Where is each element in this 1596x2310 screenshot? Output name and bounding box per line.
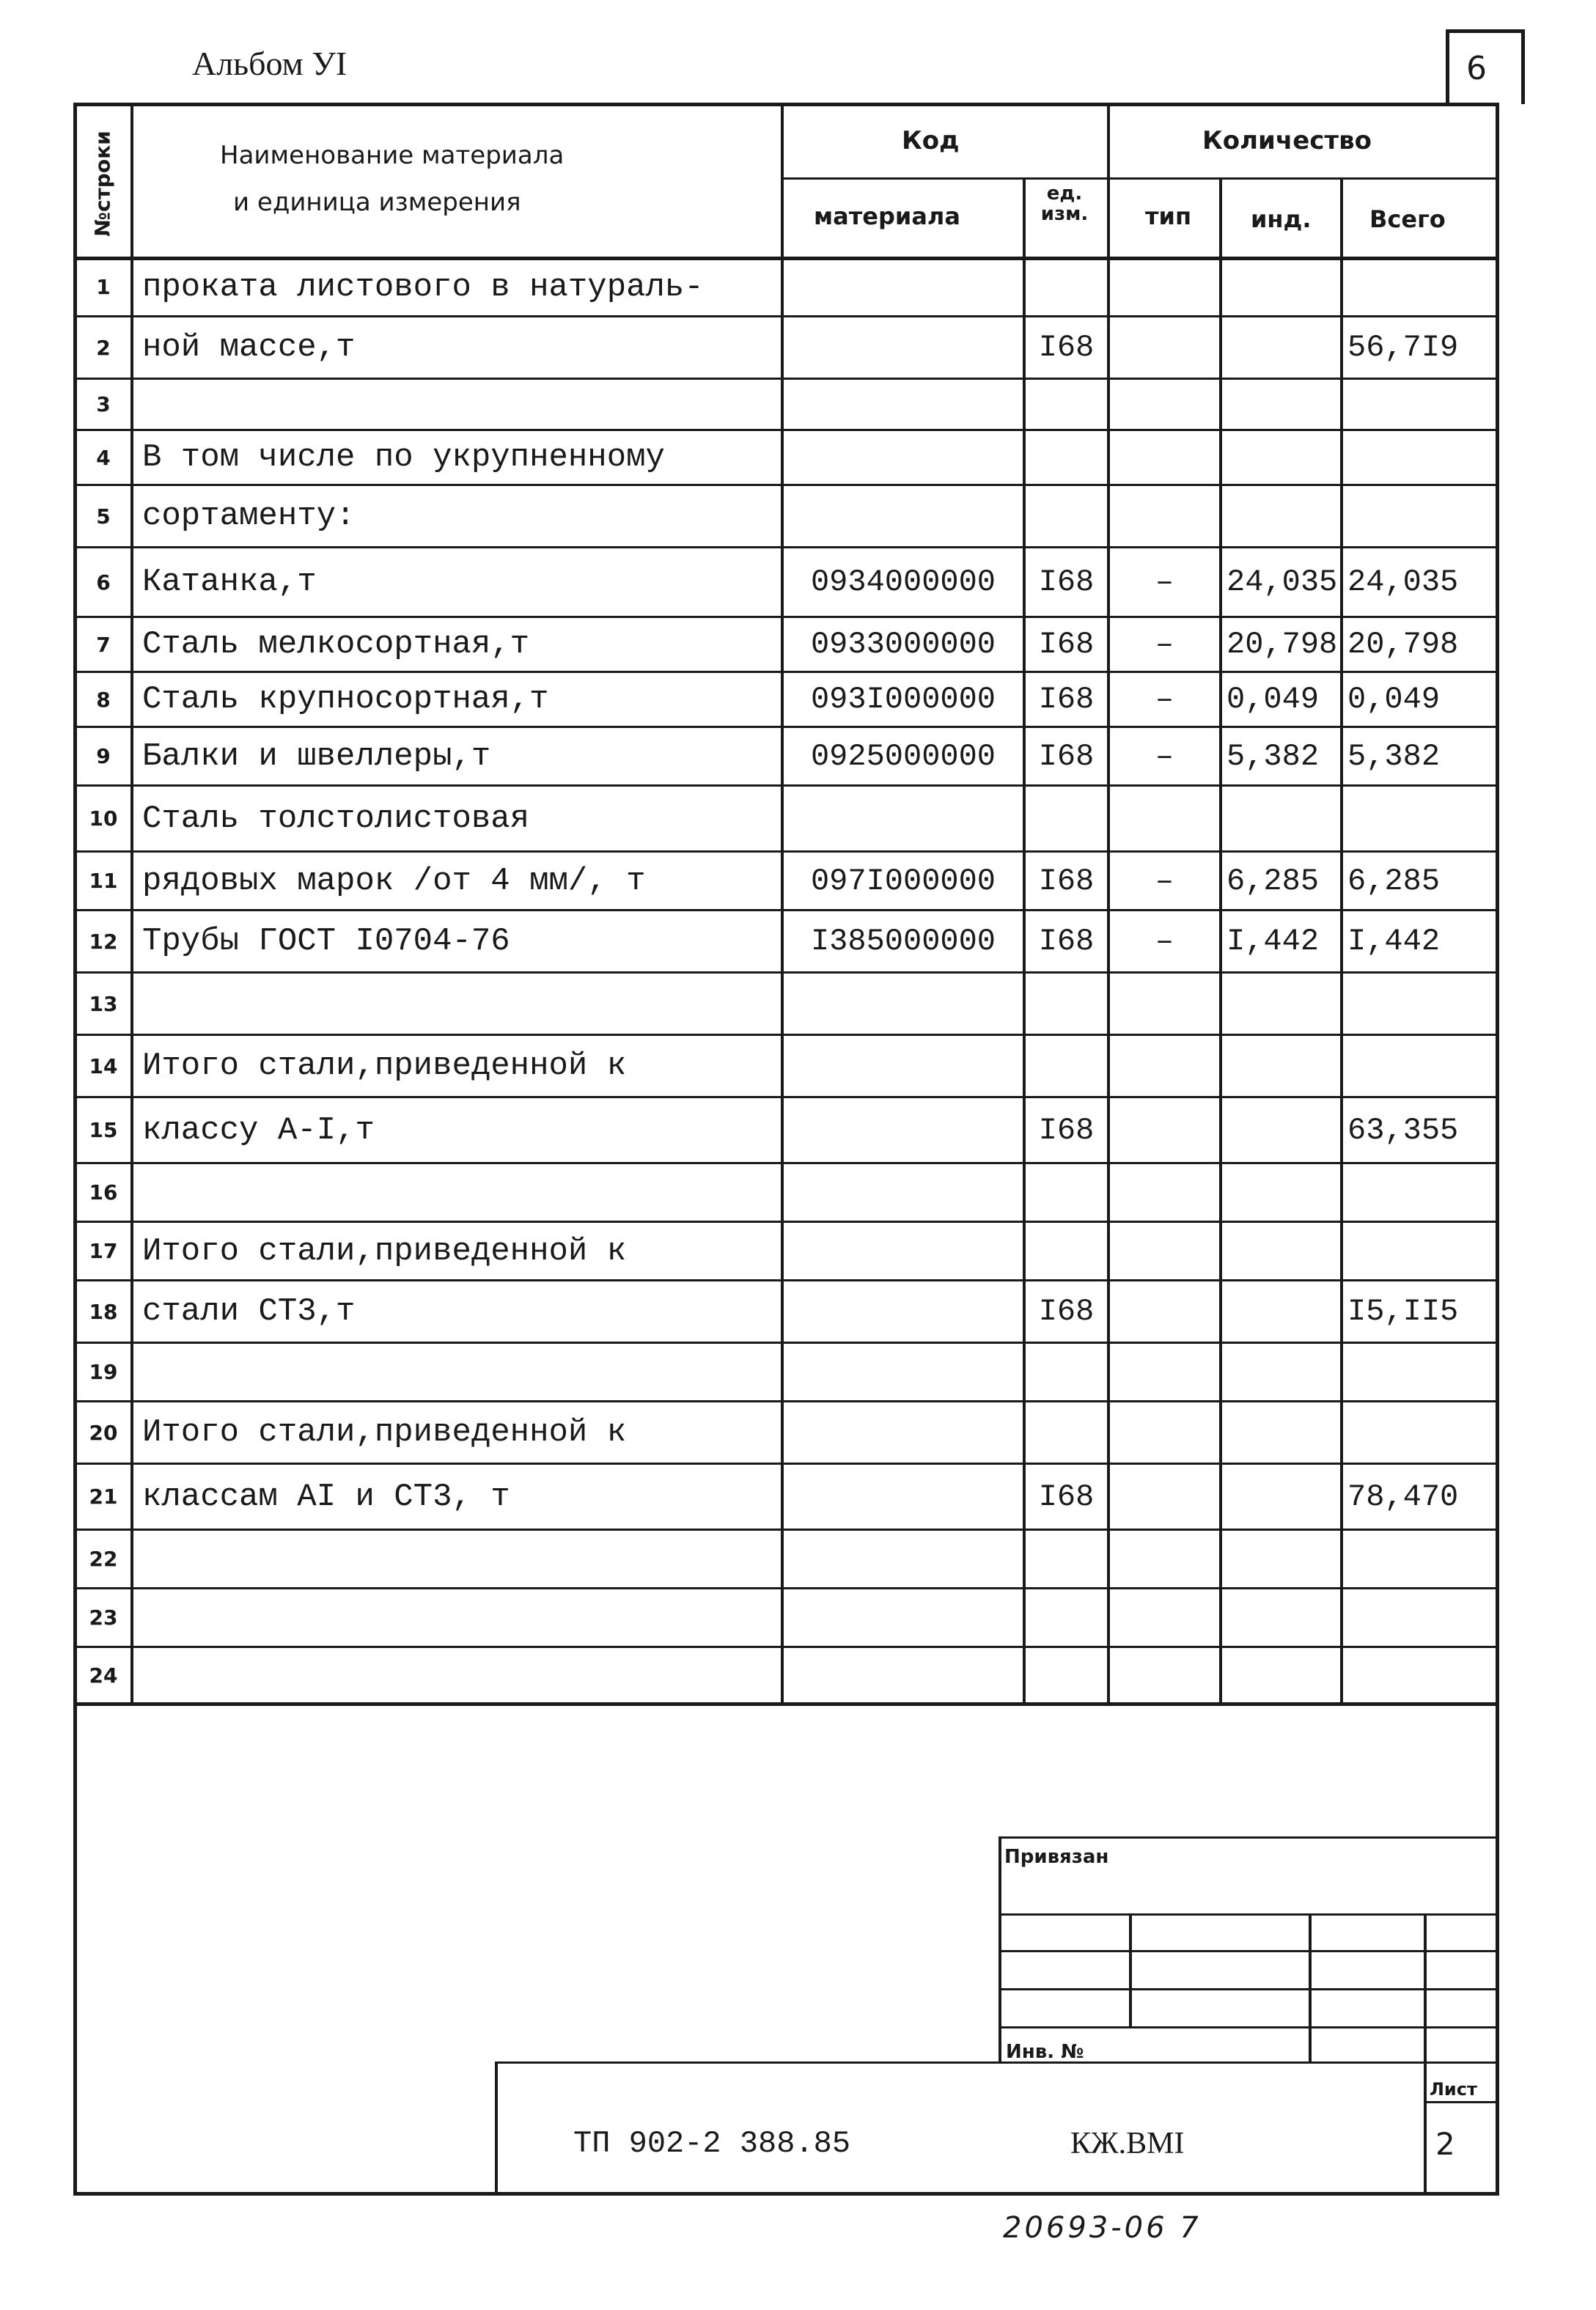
row-qty-total: 56,7I9 (1347, 330, 1459, 365)
row-qty-total (1343, 1164, 1496, 1221)
frame-right (1496, 103, 1499, 2192)
row-material-name: Сталь толстолистовая (142, 800, 530, 837)
row-qty-type (1110, 1648, 1219, 1702)
footer-doc-code: КЖ.ВМI (1070, 2127, 1185, 2160)
row-qty-type (1110, 259, 1219, 315)
footer-sheet-label: Лист (1430, 2079, 1477, 2100)
stamp-line (999, 1950, 1496, 1952)
row-number: 3 (96, 392, 111, 416)
row-qty-ind (1222, 1402, 1340, 1463)
row-qty-ind (1222, 787, 1340, 850)
row-material-code: 0933000000 (810, 627, 996, 662)
row-unit-code (1026, 486, 1107, 546)
row-qty-type (1110, 1402, 1219, 1463)
row-unit-code (1026, 259, 1107, 315)
row-material-code (784, 1648, 1023, 1702)
stamp-line (999, 1913, 1496, 1916)
row-qty-total: I,442 (1347, 924, 1441, 959)
stamp-line (999, 1988, 1496, 1990)
row-number: 11 (89, 869, 118, 893)
row-material-name: сортаменту: (142, 498, 356, 534)
row-number: 8 (96, 687, 111, 712)
row-material-name: Катанка,т (142, 564, 317, 600)
row-qty-total (1343, 1402, 1496, 1463)
row-material-name: Балки и швеллеры,т (142, 737, 491, 775)
row-unit-code: I68 (1038, 1294, 1095, 1329)
row-material-code: I385000000 (810, 924, 996, 959)
header-name-line1: Наименование материала (220, 141, 565, 170)
row-qty-type (1110, 380, 1219, 429)
row-unit-code (1026, 380, 1107, 429)
stamp-inv-label: Инв. № (1006, 2041, 1084, 2063)
row-qty-ind (1222, 380, 1340, 429)
row-material-code: 0934000000 (810, 564, 996, 600)
row-qty-ind (1222, 1344, 1340, 1400)
row-unit-code: I68 (1038, 1112, 1095, 1148)
handwritten-note: 20693-06 7 (1003, 2211, 1202, 2245)
row-qty-total (1343, 1531, 1496, 1587)
row-unit-code (1026, 431, 1107, 484)
row-material-name: Трубы ГОСТ I0704-76 (142, 923, 510, 960)
stamp-top (999, 1836, 1496, 1839)
stamp-col (1424, 1913, 1427, 2026)
row-qty-total: I5,II5 (1347, 1294, 1459, 1329)
row-material-name: Итого стали,приведенной к (142, 1232, 627, 1270)
row-qty-type (1110, 486, 1219, 546)
row-unit-code (1026, 787, 1107, 850)
row-qty-type (1110, 1164, 1219, 1221)
row-qty-total: 20,798 (1347, 627, 1459, 662)
row-material-name: Сталь крупносортная,т (142, 681, 549, 718)
row-number: 15 (89, 1118, 118, 1142)
row-number: 21 (89, 1485, 118, 1509)
row-qty-ind: 0,049 (1227, 682, 1320, 717)
row-qty-ind (1222, 486, 1340, 546)
row-material-name (133, 974, 781, 1034)
row-unit-code: I68 (1038, 924, 1095, 959)
row-unit-code (1026, 1223, 1107, 1279)
row-material-code (784, 431, 1023, 484)
header-name-line2: и единица измерения (233, 188, 521, 217)
row-qty-ind: I,442 (1227, 924, 1320, 959)
row-number: 4 (96, 445, 111, 470)
row-qty-total (1343, 1223, 1496, 1279)
row-qty-type: – (1155, 863, 1174, 899)
row-qty-ind: 20,798 (1227, 627, 1338, 662)
row-material-name: Итого стали,приведенной к (142, 1414, 627, 1451)
row-unit-code: I68 (1038, 330, 1095, 365)
row-qty-total (1343, 380, 1496, 429)
frame-bottom (73, 2192, 1499, 2196)
row-qty-type: – (1155, 682, 1174, 717)
row-number: 22 (89, 1547, 118, 1571)
row-material-code (784, 1098, 1023, 1162)
row-unit-code (1026, 1589, 1107, 1646)
row-qty-ind (1222, 1098, 1340, 1162)
row-unit-code (1026, 1344, 1107, 1400)
row-material-code (784, 1036, 1023, 1096)
row-material-code (784, 1465, 1023, 1529)
row-qty-total: 78,470 (1347, 1479, 1459, 1515)
row-qty-total (1343, 1344, 1496, 1400)
row-qty-ind (1222, 1648, 1340, 1702)
row-unit-code: I68 (1038, 627, 1095, 662)
row-unit-code (1026, 974, 1107, 1034)
row-qty-ind (1222, 317, 1340, 378)
row-material-name: стали СТ3,т (142, 1293, 356, 1330)
row-qty-type (1110, 1223, 1219, 1279)
row-qty-total: 24,035 (1347, 564, 1459, 600)
row-material-code (784, 1344, 1023, 1400)
row-qty-ind: 5,382 (1227, 738, 1320, 774)
row-qty-type (1110, 317, 1219, 378)
row-material-name (133, 1531, 781, 1587)
row-qty-ind (1222, 259, 1340, 315)
row-number: 18 (89, 1299, 118, 1324)
row-material-code (784, 1281, 1023, 1342)
row-number: 2 (96, 335, 111, 360)
row-qty-ind: 6,285 (1227, 863, 1320, 899)
title-block-top (495, 2061, 1496, 2064)
row-qty-ind (1222, 1223, 1340, 1279)
row-number: 10 (89, 806, 118, 831)
row-unit-code (1026, 1402, 1107, 1463)
table-top-border (73, 103, 1496, 106)
row-material-code (784, 380, 1023, 429)
row-unit-code: I68 (1038, 738, 1095, 774)
row-number: 5 (96, 504, 111, 529)
row-qty-type: – (1155, 564, 1174, 600)
row-qty-type (1110, 1344, 1219, 1400)
footer-project: ТП 902-2 388.85 (573, 2126, 851, 2161)
row-material-name: рядовых марок /от 4 мм/, т (142, 862, 646, 900)
row-number: 14 (89, 1053, 118, 1078)
stamp-line (999, 2026, 1496, 2028)
row-material-name (133, 1589, 781, 1646)
row-qty-type (1110, 1098, 1219, 1162)
title-block-sheet-divider (1424, 2061, 1427, 2192)
row-material-name: ной массе,т (142, 329, 356, 366)
title-block-sheet-line (1424, 2101, 1496, 2103)
row-unit-code (1026, 1164, 1107, 1221)
row-material-code (784, 317, 1023, 378)
row-unit-code: I68 (1038, 863, 1095, 899)
row-qty-ind (1222, 1164, 1340, 1221)
row-qty-type: – (1155, 627, 1174, 662)
row-number: 24 (89, 1663, 118, 1688)
row-material-code (784, 1223, 1023, 1279)
row-material-code (784, 1402, 1023, 1463)
row-material-name (133, 1344, 781, 1400)
row-qty-type (1110, 431, 1219, 484)
row-unit-code: I68 (1038, 564, 1095, 600)
row-material-name (133, 380, 781, 429)
row-qty-ind (1222, 1465, 1340, 1529)
row-qty-type: – (1155, 738, 1174, 774)
title-block-left (495, 2061, 498, 2192)
sheet-number-top: 6 (1466, 50, 1487, 87)
row-qty-total: 6,285 (1347, 863, 1441, 899)
row-qty-total (1343, 259, 1496, 315)
row-material-name: В том числе по укрупненному (142, 439, 665, 476)
row-qty-total: 63,355 (1347, 1112, 1459, 1148)
row-qty-type (1110, 1036, 1219, 1096)
row-unit-code (1026, 1531, 1107, 1587)
row-qty-ind (1222, 431, 1340, 484)
row-material-name (133, 1648, 781, 1702)
row-divider (73, 1702, 1496, 1706)
stamp-col (1129, 1913, 1132, 2026)
stamp-col (1309, 2026, 1312, 2061)
row-unit-code (1026, 1036, 1107, 1096)
row-qty-total (1343, 431, 1496, 484)
footer-sheet-value: 2 (1435, 2126, 1455, 2162)
row-material-name: классу А-I,т (142, 1111, 375, 1149)
row-material-name: Итого стали,приведенной к (142, 1048, 627, 1084)
row-material-code: 097I000000 (810, 863, 996, 899)
row-material-code (784, 1164, 1023, 1221)
stamp-col (1309, 1913, 1312, 2026)
row-material-code (784, 787, 1023, 850)
row-qty-ind (1222, 1589, 1340, 1646)
row-qty-total (1343, 486, 1496, 546)
row-number: 12 (89, 929, 118, 954)
row-qty-type (1110, 1531, 1219, 1587)
row-unit-code: I68 (1038, 1479, 1095, 1515)
row-qty-type (1110, 787, 1219, 850)
row-number: 19 (89, 1360, 118, 1384)
row-material-code (784, 1589, 1023, 1646)
row-qty-total (1343, 1036, 1496, 1096)
stamp-bound-label: Привязан (1004, 1846, 1109, 1868)
row-qty-total (1343, 974, 1496, 1034)
row-material-code: 093I000000 (810, 682, 996, 717)
header-code-material: материала (814, 202, 960, 230)
row-qty-type (1110, 1589, 1219, 1646)
row-qty-total (1343, 787, 1496, 850)
row-number: 17 (89, 1239, 118, 1263)
row-number: 20 (89, 1420, 118, 1445)
album-label: Альбом УI (192, 45, 347, 82)
row-material-name: Сталь мелкосортная,т (142, 626, 530, 663)
row-material-code: 0925000000 (810, 738, 996, 774)
row-material-name: классам АI и СТ3, т (142, 1478, 510, 1515)
row-qty-total (1343, 1589, 1496, 1646)
row-material-code (784, 486, 1023, 546)
row-qty-ind: 24,035 (1227, 564, 1338, 600)
row-number: 23 (89, 1605, 118, 1630)
row-material-code (784, 1531, 1023, 1587)
header-row-no: №строки (90, 130, 115, 237)
row-number: 9 (96, 744, 111, 768)
header-code: Код (902, 126, 960, 155)
row-material-code (784, 974, 1023, 1034)
row-number: 13 (89, 991, 118, 1016)
header-code-unit: ед. изм. (1040, 183, 1089, 225)
header-qty-type: тип (1145, 202, 1192, 230)
row-number: 7 (96, 632, 111, 657)
row-material-name (133, 1164, 781, 1221)
row-qty-ind (1222, 974, 1340, 1034)
row-qty-type (1110, 1465, 1219, 1529)
header-qty-ind: инд. (1251, 205, 1312, 233)
row-qty-type: – (1155, 924, 1174, 959)
row-qty-type (1110, 1281, 1219, 1342)
row-qty-ind (1222, 1531, 1340, 1587)
row-qty-type (1110, 974, 1219, 1034)
stamp-col (1424, 2026, 1427, 2061)
row-unit-code: I68 (1038, 682, 1095, 717)
row-material-code (784, 259, 1023, 315)
row-qty-total: 0,049 (1347, 682, 1441, 717)
row-qty-total (1343, 1648, 1496, 1702)
header-split-line (781, 177, 1496, 180)
row-qty-ind (1222, 1281, 1340, 1342)
row-number: 1 (96, 275, 111, 299)
row-qty-total: 5,382 (1347, 738, 1441, 774)
row-unit-code (1026, 1648, 1107, 1702)
row-qty-ind (1222, 1036, 1340, 1096)
row-number: 6 (96, 570, 111, 595)
row-number: 16 (89, 1180, 118, 1204)
header-quantity: Количество (1202, 126, 1372, 155)
header-qty-total: Всего (1369, 205, 1446, 233)
row-material-name: проката листового в натураль- (142, 268, 704, 306)
